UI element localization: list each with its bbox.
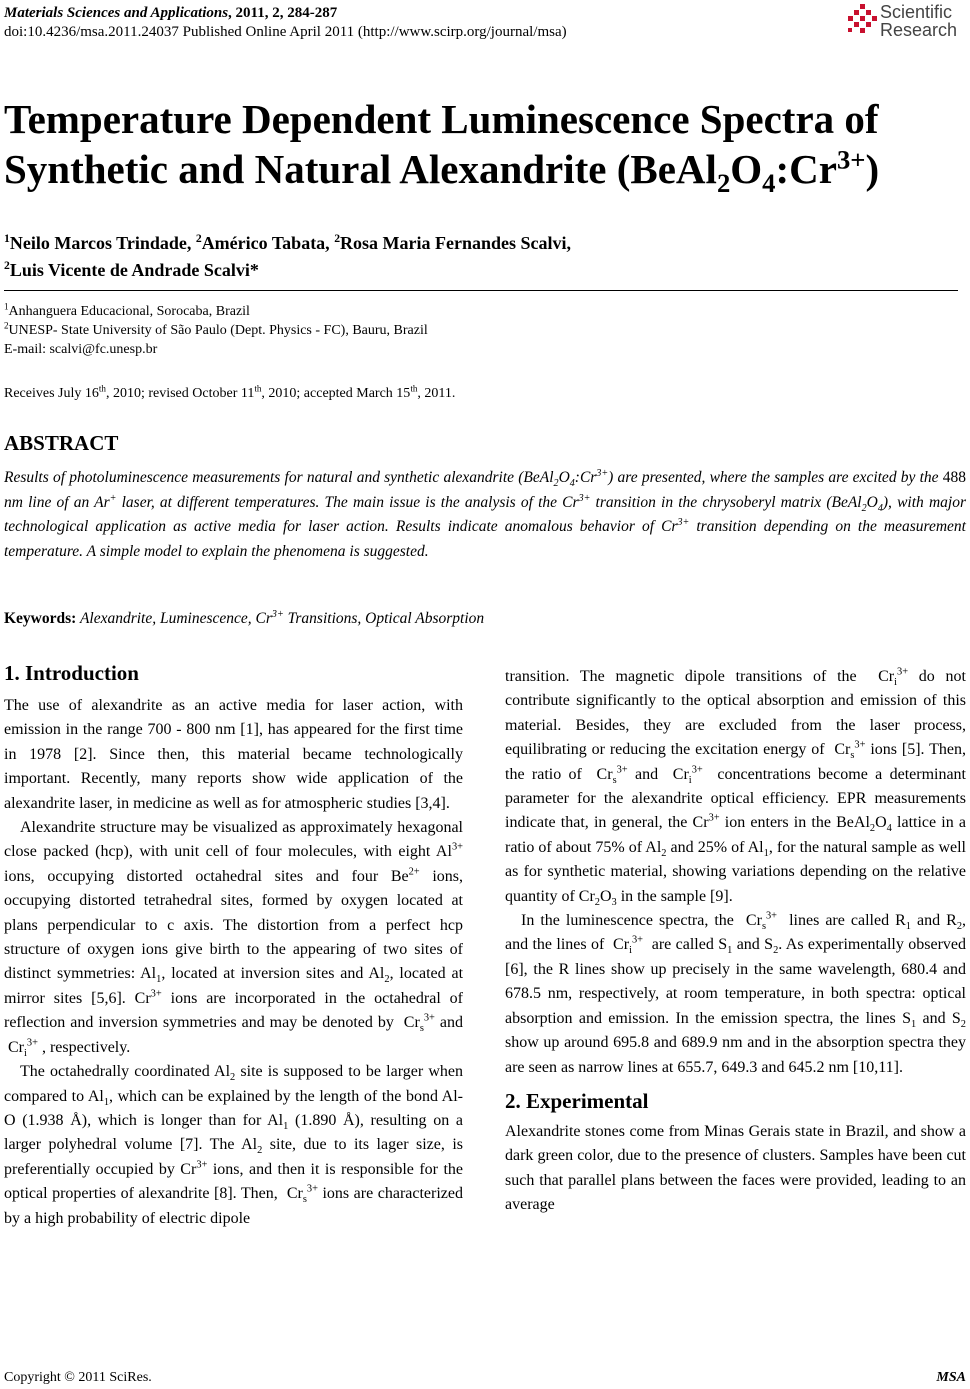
author-list: $^1$Neilo Marcos Trindade, $^2$Américo Tabata, $^2$Rosa Maria Fernandes Scalvi, $^2$Luis Vicente de Andrade Scalvi* — [4, 232, 572, 280]
scirp-logo-icon — [846, 4, 878, 38]
paragraph: transition. The magnetic dipole transitions of the $Cr_i^{3+}$ do not contribute significantly to the optical absorption and emission of this material. Besides, they are excluded from the laser process, equilibrating or reducing the excitation energy of $Cr_s^{3+}$ ions [5]. Then, the ratio of $Cr_s^{3+}$ and $Cr_i^{3+}$ concentrations become a determinant parameter for the alexandrite optical efficiency. EPR measurements indicate that, in general, the $Cr^{3+}$ ion enters in the $BeAl_2O_4$ lattice in a ratio of about 75% of $Al_2$ and 25% of $Al_1$, for the natural sample as well as for synthetic material, showing variations depending on the relative quantity of $Cr_2O_3$ in the sample [9]. — [505, 666, 967, 908]
doi-line: doi:10.4236/msa.2011.24037 Published Online April 2011 (http://www.scirp.org/journal/msa) — [4, 24, 567, 40]
body-column-left — [4, 660, 463, 1231]
received-dates: Receives July 16th, 2010; revised October 11th, 2010; accepted March 15th, 2011. — [4, 383, 456, 401]
footer-journal-abbr: MSA — [936, 1370, 966, 1385]
paragraph: The octahedrally coordinated $Al_2$ site is supposed to be larger when compared to $Al_1$, which can be explained by the length of the bond Al-O (1.938 Å), which is longer than for $Al_1$ (1.890 Å), resulting on a larger polyhedral volume [7]. The $Al_2$ site, due to its lager size, is preferentially occupied by $Cr^{3+}$ ions, and then it is responsible for the optical properties of alexandrite [8]. Then, $Cr_s^{3+}$ ions are characterized by a high probability of electric dipole — [4, 1063, 464, 1227]
paragraph: Alexandrite stones come from Minas Gerais state in Brazil, and show a dark green color, due to the presence of clusters. Samples have been cut such that parallel plans between the faces were provided, leading to an average — [505, 1122, 966, 1214]
author-name: Luis Vicente de Andrade Scalvi* — [9, 260, 259, 280]
author-name: Rosa Maria Fernandes Scalvi, — [340, 233, 572, 253]
paragraph: The use of alexandrite as an active media for laser action, with emission in the range 700 - 800 nm [1], has appeared for the first time in 1978 [2]. Since then, this material became technologically important. Recently, many reports show wide application of the alexandrite laser, in medicine as well as for atmospheric studies [3,4]. — [4, 697, 463, 812]
footer-copyright: Copyright © 2011 SciRes. — [4, 1370, 152, 1385]
abstract-text: Results of photoluminescence measurements for natural and synthetic alexandrite $(BeAl_2O_4:Cr^{3+})$ are presented, where the samples are excited by the 488 nm line of an Ar+ laser, at different temperatures. The main issue is the analysis of the $Cr^{3+}$ transition in the chrysoberyl matrix $(BeAl_2O_4)$, with major technological application as active media for laser action. Results indicate anomalous behavior of $Cr^{3+}$ transition depending on the measurement temperature. A simple model to explain the phenomena is suggested. — [4, 467, 966, 560]
journal-header — [4, 4, 567, 42]
email: E-mail: scalvi@fc.unesp.br — [4, 342, 158, 357]
affiliation-2: $^2$UNESP- State University of São Paulo (Dept. Physics - FC), Bauru, Brazil — [4, 320, 428, 338]
affiliations — [4, 302, 428, 359]
paper-title — [4, 94, 964, 199]
paragraph: Alexandrite structure may be visualized as approximately hexagonal close packed (hcp), with unit cell of four molecules, with eight $Al^{3+}$ ions, occupying distorted octahedral sites and four $Be^{2+}$ ions, occupying distorted tetrahedral sites, formed by oxygen located at plans perpendicular to c axis. The distortion from a perfect hcp structure of oxygen ions give birth to the appearing of two sites of distinct symmetries: $Al_1$, located at inversion sites and $Al_2$, located at mirror sites [5,6]. $Cr^{3+}$ ions are incorporated in the octahedral of reflection and inversion symmetries and may be denoted by $Cr_s^{3+}$ and $Cr_i^{3+}$ , respectively. — [4, 819, 464, 1059]
journal-name: Materials Sciences and Applications — [4, 5, 229, 21]
section-heading-introduction: 1. Introduction — [4, 661, 139, 685]
paragraph: In the luminescence spectra, the $Cr_s^{3+}$ lines are called $R_1$ and $R_2$, and the lines of $Cr_i^{3+}$ are called $S_1$ and $S_2$. As experimentally observed [6], the R lines show up precisely in the same wavelength, 680.4 and 678.5 nm, respectively, at room temperature, in both spectra: optical absorption and emission. In the emission spectra, the lines $S_1$ and $S_2$ show up around 695.8 and 689.9 nm and in the absorption spectra they are seen as narrow lines at 655.7, 649.3 and 645.2 nm [10,11]. — [505, 910, 967, 1076]
publisher-logo — [846, 2, 966, 44]
keywords-label: Keywords — [4, 610, 72, 627]
affiliation-1: $^1$Anhanguera Educacional, Sorocaba, Brazil — [4, 301, 250, 319]
title-line-1: Temperature Dependent Luminescence Spectra of — [4, 96, 879, 142]
section-heading-experimental: 2. Experimental — [505, 1088, 649, 1113]
keywords: Keywords: Alexandrite, Luminescence, $Cr^{3+}$ Transitions, Optical Absorption — [4, 608, 485, 627]
abstract-heading: ABSTRACT — [4, 431, 119, 455]
logo-text-research: Research — [880, 20, 958, 40]
body-column-right — [505, 665, 966, 1218]
journal-volume: , 2011, 2, 284-287 — [228, 5, 338, 21]
logo-text-scientific: Scientific — [880, 2, 953, 22]
author-name: Américo Tabata, — [201, 233, 335, 253]
header-divider — [4, 290, 958, 291]
title-line-2: Synthetic and Natural Alexandrite $(BeAl_2O_4:Cr^{3+})$ — [4, 144, 880, 199]
author-name: Neilo Marcos Trindade, — [9, 233, 196, 253]
